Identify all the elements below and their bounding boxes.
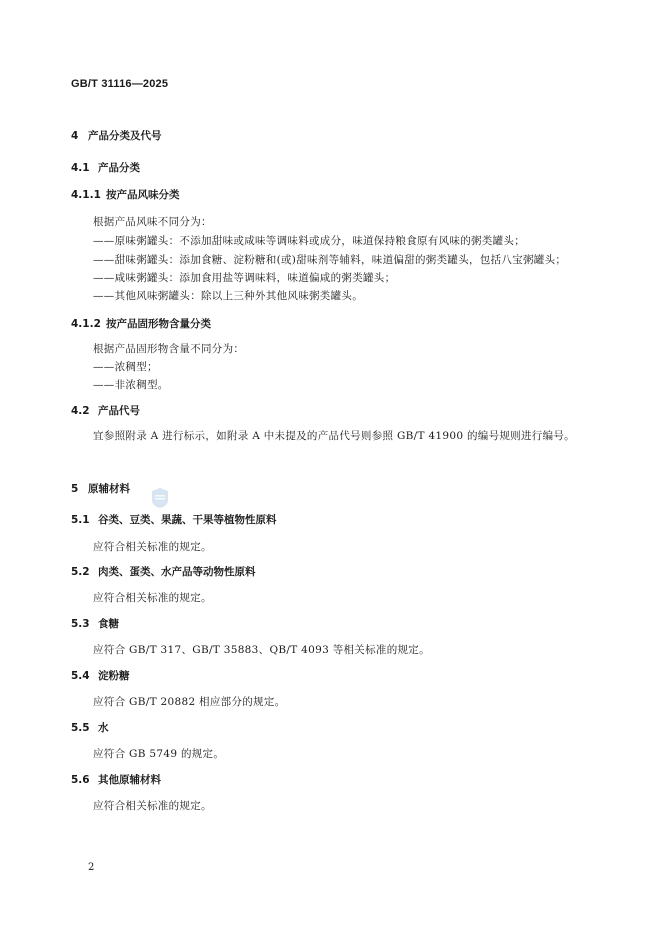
paragraph-text: 宜参照附录 A 进行标示，如附录 A 中未提及的产品代号则参照 GB/T 41900 的编号规则进行编号。 <box>93 430 575 442</box>
list-item: ——原味粥罐头：不添加甜味或咸味等调味料或成分，味道保持粮食原有风味的粥类罐头； <box>93 235 525 247</box>
section-title: 淀粉糖 <box>98 670 130 682</box>
section-number: 5 <box>71 483 79 495</box>
section-title: 水 <box>98 722 109 734</box>
section-number: 5.4 <box>71 670 90 682</box>
section-number: 4.1 <box>71 162 90 174</box>
section-5-5-heading <box>71 720 109 735</box>
list-item: ——非浓稠型。 <box>93 379 169 391</box>
section-4-1-heading <box>71 160 140 175</box>
list-item: ——其他风味粥罐头：除以上三种外其他风味粥类罐头。 <box>93 290 363 302</box>
section-title: 其他原辅材料 <box>98 774 161 786</box>
section-number: 5.3 <box>71 618 90 630</box>
section-4-2-heading <box>71 403 140 418</box>
paragraph-text: 应符合相关标准的规定。 <box>93 592 212 604</box>
section-title: 产品代号 <box>98 405 140 417</box>
section-title: 按产品风味分类 <box>106 189 180 201</box>
section-5-4-heading <box>71 668 130 683</box>
list-item: ——甜味粥罐头：添加食糖、淀粉糖和(或)甜味剂等辅料，味道偏甜的粥类罐头，包括八宝粥罐头； <box>93 254 567 266</box>
paragraph-text: 应符合相关标准的规定。 <box>93 800 212 812</box>
section-title: 谷类、豆类、果蔬、干果等植物性原料 <box>98 514 277 526</box>
section-number: 4.1.2 <box>71 318 101 330</box>
list-item: ——浓稠型； <box>93 361 158 373</box>
paragraph-text: 应符合 GB 5749 的规定。 <box>93 748 225 760</box>
paragraph-text: 应符合 GB/T 20882 相应部分的规定。 <box>93 696 286 708</box>
section-title: 肉类、蛋类、水产品等动物性原料 <box>98 566 256 578</box>
list-item: ——咸味粥罐头：添加食用盐等调味料，味道偏咸的粥类罐头； <box>93 272 396 284</box>
section-5-1-heading <box>71 512 277 527</box>
section-5-2-heading <box>71 564 256 579</box>
section-4-heading <box>71 128 162 143</box>
section-4-1-2-heading <box>71 316 211 331</box>
section-number: 4 <box>71 130 79 142</box>
section-5-heading <box>71 481 130 496</box>
paragraph-intro: 根据产品风味不同分为： <box>93 216 212 228</box>
section-number: 5.5 <box>71 722 90 734</box>
section-5-3-heading <box>71 616 119 631</box>
standard-number: GB/T 31116—2025 <box>71 78 169 90</box>
section-number: 4.2 <box>71 405 90 417</box>
section-number: 5.6 <box>71 774 90 786</box>
paragraph-text: 应符合相关标准的规定。 <box>93 541 212 553</box>
paragraph-intro: 根据产品固形物含量不同分为： <box>93 343 245 355</box>
page-number: 2 <box>88 862 95 873</box>
section-number: 5.2 <box>71 566 90 578</box>
paragraph-text: 应符合 GB/T 317、GB/T 35883、QB/T 4093 等相关标准的规定。 <box>93 644 430 656</box>
watermark-logo-icon <box>150 487 170 509</box>
section-title: 食糖 <box>98 618 119 630</box>
section-title: 按产品固形物含量分类 <box>106 318 211 330</box>
section-title: 产品分类及代号 <box>88 130 162 142</box>
section-title: 原辅材料 <box>88 483 130 495</box>
section-4-1-1-heading <box>71 187 180 202</box>
section-title: 产品分类 <box>98 162 140 174</box>
section-5-6-heading <box>71 772 161 787</box>
section-number: 4.1.1 <box>71 189 101 201</box>
section-number: 5.1 <box>71 514 90 526</box>
